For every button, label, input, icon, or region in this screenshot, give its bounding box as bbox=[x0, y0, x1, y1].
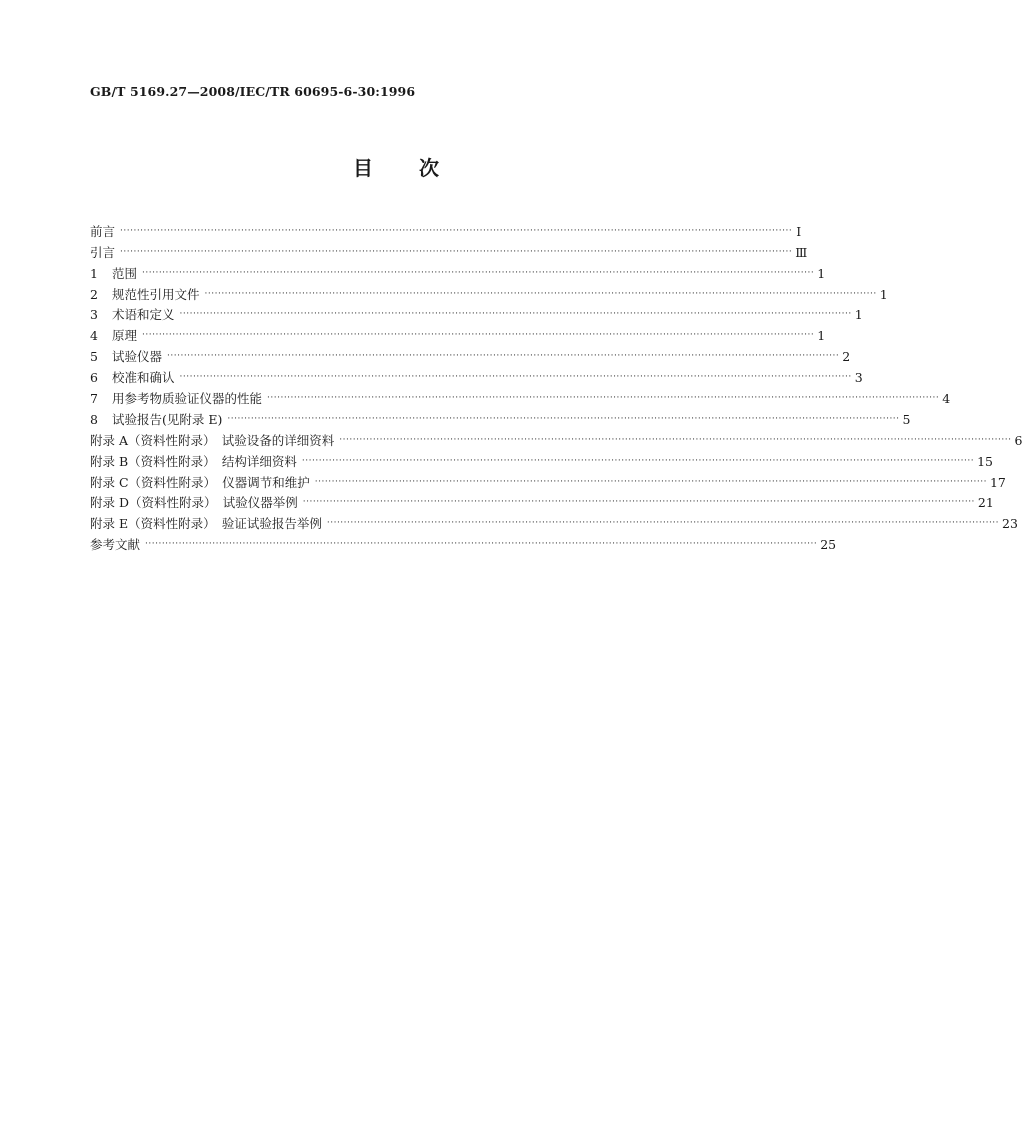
toc-entry-title: 试验报告(见附录 E) bbox=[112, 411, 223, 427]
toc-entry-label-group bbox=[90, 433, 339, 449]
toc-dot-leader: ········································································································································································································ bbox=[145, 539, 818, 550]
toc-entry[interactable] bbox=[90, 386, 951, 407]
toc-entry-number: 2 bbox=[90, 286, 98, 302]
toc-entry[interactable] bbox=[90, 470, 1006, 491]
toc-entry-title: 附录 C（资料性附录） 仪器调节和维护 bbox=[90, 474, 310, 490]
toc-dot-leader: ········································································································································································································ bbox=[302, 497, 975, 508]
toc-entry-label-group bbox=[90, 537, 145, 553]
toc-entry-label-group bbox=[90, 349, 167, 365]
toc-entry-page-number: 25 bbox=[820, 537, 837, 553]
toc-entry-title: 附录 B（资料性附录） 结构详细资料 bbox=[90, 453, 297, 469]
toc-entry-title: 附录 E（资料性附录） 验证试验报告举例 bbox=[90, 516, 322, 532]
document-standard-id: GB/T 5169.27—2008/IEC/TR 60695-6-30:1996 bbox=[90, 84, 416, 99]
toc-entry[interactable] bbox=[90, 240, 808, 261]
toc-entry[interactable] bbox=[90, 532, 837, 553]
toc-dot-leader: ········································································································································································································ bbox=[204, 288, 877, 299]
toc-entry-page-number: Ⅰ bbox=[796, 223, 802, 239]
toc-dot-leader: ········································································································································································································ bbox=[339, 434, 1012, 445]
toc-entry-title: 参考文献 bbox=[90, 537, 141, 553]
toc-entry-label-group bbox=[90, 287, 205, 303]
toc-entry[interactable] bbox=[90, 303, 863, 324]
toc-dot-leader: ········································································································································································································ bbox=[227, 413, 900, 424]
toc-dot-leader: ········································································································································································································ bbox=[179, 309, 852, 320]
toc-dot-leader: ········································································································································································································ bbox=[142, 330, 815, 341]
toc-entry-page-number: 1 bbox=[879, 286, 888, 302]
toc-entry-label-group bbox=[90, 370, 180, 386]
toc-entry-page-number: 15 bbox=[977, 453, 993, 469]
toc-entry-page-number: 1 bbox=[817, 328, 826, 344]
title-char-1: 目 bbox=[353, 156, 375, 180]
toc-entry-label-group bbox=[90, 266, 142, 282]
toc-entry[interactable] bbox=[90, 491, 994, 512]
toc-dot-leader: ········································································································································································································ bbox=[301, 455, 975, 466]
toc-entry[interactable] bbox=[90, 323, 826, 344]
toc-entry-page-number: 2 bbox=[842, 349, 851, 365]
toc-dot-leader: ········································································································································································································ bbox=[142, 267, 815, 278]
toc-entry-page-number: 21 bbox=[977, 495, 994, 511]
toc-entry-label-group bbox=[90, 495, 303, 511]
toc-entry-number: 5 bbox=[90, 349, 98, 365]
toc-entry-label-group bbox=[90, 516, 327, 532]
toc-dot-leader: ········································································································································································································ bbox=[326, 518, 1000, 529]
page-title bbox=[0, 152, 794, 181]
toc-entry[interactable] bbox=[90, 261, 826, 282]
toc-dot-leader: ········································································································································································································ bbox=[167, 351, 840, 362]
toc-entry-label-group bbox=[90, 454, 302, 470]
toc-entry[interactable] bbox=[90, 365, 863, 386]
toc-entry-page-number: 5 bbox=[902, 411, 911, 427]
toc-entry-title: 校准和确认 bbox=[112, 370, 175, 386]
toc-entry[interactable] bbox=[90, 511, 1018, 532]
toc-entry-page-number: 17 bbox=[989, 474, 1006, 490]
toc-entry-title: 规范性引用文件 bbox=[112, 286, 200, 302]
toc-entry-title: 原理 bbox=[112, 328, 138, 344]
toc-entry-label-group bbox=[90, 224, 120, 240]
toc-entry-page-number: Ⅲ bbox=[795, 244, 808, 260]
toc-dot-leader: ········································································································································································································ bbox=[179, 372, 852, 383]
toc-entry-title: 引言 bbox=[90, 244, 116, 260]
toc-entry-page-number: 6 bbox=[1014, 432, 1022, 448]
toc-entry-label-group bbox=[90, 412, 227, 428]
toc-dot-leader: ········································································································································································································ bbox=[314, 476, 987, 487]
toc-entry-number: 8 bbox=[90, 411, 98, 427]
toc-entry-title: 附录 D（资料性附录） 试验仪器举例 bbox=[90, 495, 298, 511]
toc-entry[interactable] bbox=[90, 219, 802, 240]
toc-entry-title: 附录 A（资料性附录） 试验设备的详细资料 bbox=[90, 432, 335, 448]
toc-entry[interactable] bbox=[90, 428, 1022, 449]
toc-dot-leader: ········································································································································································································ bbox=[120, 225, 793, 236]
table-of-contents bbox=[90, 219, 1022, 553]
toc-entry-number: 4 bbox=[90, 328, 98, 344]
toc-entry-page-number: 1 bbox=[817, 265, 826, 281]
toc-entry-label-group bbox=[90, 245, 120, 261]
toc-entry-number: 7 bbox=[90, 391, 98, 407]
toc-entry-number: 3 bbox=[90, 307, 98, 323]
toc-entry-title: 用参考物质验证仪器的性能 bbox=[112, 391, 263, 407]
toc-dot-leader: ········································································································································································································ bbox=[267, 393, 940, 404]
toc-entry-title: 术语和定义 bbox=[112, 307, 175, 323]
toc-entry-title: 范围 bbox=[112, 265, 138, 281]
toc-dot-leader: ········································································································································································································ bbox=[120, 246, 793, 257]
toc-entry-page-number: 4 bbox=[942, 391, 951, 407]
toc-entry-number: 1 bbox=[90, 265, 98, 281]
toc-entry-page-number: 3 bbox=[854, 370, 863, 386]
toc-entry[interactable] bbox=[90, 407, 911, 428]
toc-entry[interactable] bbox=[90, 449, 993, 470]
toc-entry[interactable] bbox=[90, 344, 851, 365]
toc-entry-label-group bbox=[90, 475, 315, 491]
toc-entry-page-number: 1 bbox=[854, 307, 863, 323]
toc-entry-title: 前言 bbox=[90, 223, 116, 239]
toc-entry-page-number: 23 bbox=[1002, 516, 1018, 532]
toc-entry-number: 6 bbox=[90, 370, 98, 386]
toc-entry-label-group bbox=[90, 391, 267, 407]
toc-entry[interactable] bbox=[90, 282, 888, 303]
toc-entry-label-group bbox=[90, 328, 142, 344]
toc-entry-title: 试验仪器 bbox=[112, 349, 163, 365]
toc-entry-label-group bbox=[90, 307, 180, 323]
title-char-2: 次 bbox=[419, 156, 441, 180]
